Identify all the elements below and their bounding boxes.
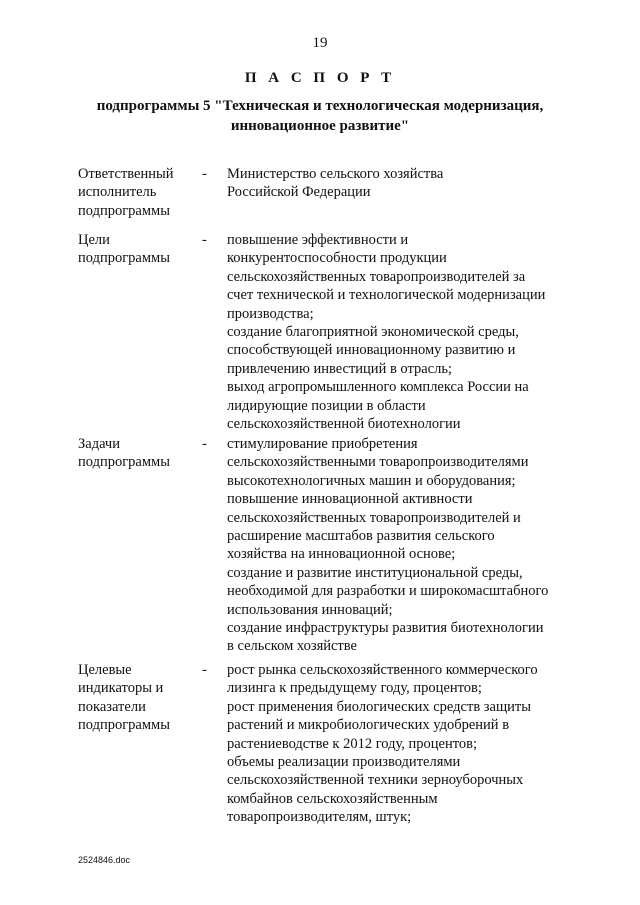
subtitle-line: инновационное развитие" [230,118,410,134]
content-line: расширение масштабов развития сельского [227,528,495,545]
content-line: растений и микробиологических удобрений в [227,717,510,734]
content-line: объемы реализации производителями [227,754,461,771]
document-title: П А С П О Р Т [244,70,396,86]
document-subtitle [60,96,580,136]
label-line: подпрограммы [78,202,170,219]
section-content [227,435,572,656]
label-line: Цели [78,232,110,248]
content-line: товаропроизводителям, штук; [227,809,412,826]
content-line: растениеводстве к 2012 году, процентов; [227,735,478,752]
label-line: Целевые [78,662,132,678]
section-label [78,165,188,220]
content-line: Министерство сельского хозяйства [227,166,444,182]
content-line: лидирующие позиции в области [227,397,426,414]
content-line: повышение инновационной активности [227,491,473,508]
label-line: исполнитель [78,184,157,201]
content-line: счет технической и технологической модернизации [227,287,546,304]
content-line: создание и развитие институциональной среды, [227,564,523,581]
section-content [227,165,572,202]
content-line: сельскохозяйственной биотехнологии [227,416,461,433]
content-line: сельскохозяйственными товаропроизводителями [227,454,529,471]
label-line: подпрограммы [78,250,170,267]
section-dash: - [202,166,207,182]
content-line: сельскохозяйственных товаропроизводителей за [227,268,526,285]
section-dash: - [202,232,207,248]
content-line: создание инфраструктуры развития биотехнологии [227,620,544,637]
label-line: Ответственный [78,166,174,182]
section-content [227,231,572,433]
subtitle-line: подпрограммы 5 "Техническая и технологическая модернизация, [96,98,544,114]
content-line: выход агропромышленного комплекса России на [227,379,529,396]
content-line: сельскохозяйственной техники зерноуборочных [227,772,524,789]
content-line: стимулирование приобретения [227,436,418,452]
label-line: индикаторы и [78,680,164,697]
content-line: необходимой для разработки и широкомасштабного [227,583,549,600]
content-line: конкурентоспособности продукции [227,250,447,267]
file-name-footer: 2524846.doc [78,855,131,865]
content-line: комбайнов сельскохозяйственным [227,790,438,807]
section-label [78,661,188,735]
content-line: производства; [227,305,314,322]
content-line: повышение эффективности и [227,232,409,248]
section-content [227,661,572,827]
content-line: хозяйства на инновационной основе; [227,546,456,563]
label-line: показатели [78,698,146,715]
page-number: 19 [312,35,328,51]
content-line: сельскохозяйственных товаропроизводителей и [227,509,521,526]
label-line: подпрограммы [78,717,170,734]
content-line: Российской Федерации [227,184,371,201]
content-line: создание благоприятной экономической среды, [227,324,519,341]
content-line: высокотехнологичных машин и оборудования; [227,472,516,489]
section-dash: - [202,436,207,452]
content-line: в сельском хозяйстве [227,638,357,655]
section-label [78,231,188,268]
section-label [78,435,188,472]
label-line: подпрограммы [78,454,170,471]
content-line: лизинга к предыдущему году, процентов; [227,680,482,697]
content-line: использования инноваций; [227,601,393,618]
section-dash: - [202,662,207,678]
label-line: Задачи [78,436,120,452]
content-line: привлечению инвестиций в отрасль; [227,360,452,377]
content-line: рост применения биологических средств защиты [227,698,531,715]
content-line: способствующей инновационному развитию и [227,342,516,359]
content-line: рост рынка сельскохозяйственного коммерческого [227,662,538,678]
